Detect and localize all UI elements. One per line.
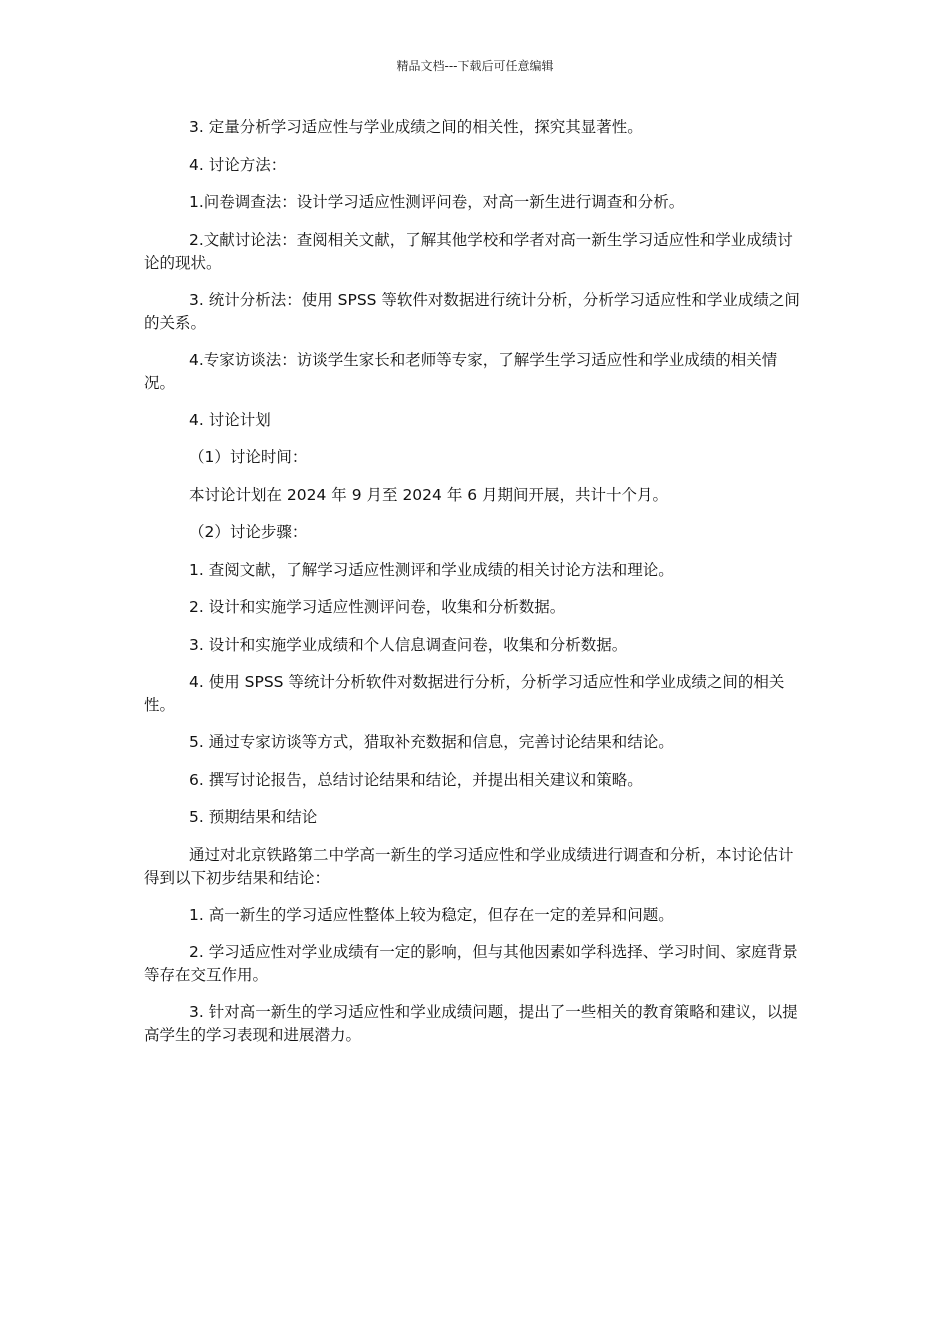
- paragraph: 3. 定量分析学习适应性与学业成绩之间的相关性，探究其显著性。: [189, 118, 643, 136]
- paragraph: 6. 撰写讨论报告，总结讨论结果和结论，并提出相关建议和策略。: [189, 770, 643, 789]
- paragraph: 3. 设计和实施学业成绩和个人信息调查问卷，收集和分析数据。: [189, 635, 628, 654]
- paragraph: 2. 设计和实施学习适应性测评问卷，收集和分析数据。: [189, 598, 566, 616]
- paragraph: 2. 学习适应性对学业成绩有一定的影响，但与其他因素如学科选择、学习时间、家庭背景等存在交互作用。: [144, 943, 798, 984]
- paragraph: 3. 统计分析法：使用 SPSS 等软件对数据进行统计分析，分析学习适应性和学业成绩之间的关系。: [144, 290, 800, 332]
- section-heading: 4. 讨论计划: [189, 410, 271, 429]
- paragraph: 4. 使用 SPSS 等统计分析软件对数据进行分析，分析学习适应性和学业成绩之间的相关性。: [144, 673, 785, 714]
- section-heading: 4. 讨论方法：: [189, 155, 287, 174]
- paragraph: 本讨论计划在 2024 年 9 月至 2024 年 6 月期间开展，共计十个月。: [189, 485, 669, 504]
- paragraph: 1. 查阅文献，了解学习适应性测评和学业成绩的相关讨论方法和理论。: [189, 560, 674, 579]
- paragraph: 通过对北京铁路第二中学高一新生的学习适应性和学业成绩进行调查和分析，本讨论估计得到以下初步结果和结论：: [144, 845, 794, 887]
- section-heading: 5. 预期结果和结论: [189, 808, 318, 826]
- paragraph: 2.文献讨论法：查阅相关文献，了解其他学校和学者对高一新生学习适应性和学业成绩讨论的现状。: [144, 230, 793, 272]
- paragraph: 1. 高一新生的学习适应性整体上较为稳定，但存在一定的差异和问题。: [189, 905, 674, 924]
- paragraph: 1.问卷调查法：设计学习适应性测评问卷，对高一新生进行调查和分析。: [189, 193, 685, 211]
- subsection-heading: （1）讨论时间：: [189, 448, 308, 466]
- document-body: [144, 116, 808, 1061]
- paragraph: 5. 通过专家访谈等方式，猎取补充数据和信息，完善讨论结果和结论。: [189, 733, 674, 751]
- page-header: 精品文档---下载后可任意编辑: [396, 59, 554, 73]
- paragraph: 3. 针对高一新生的学习适应性和学业成绩问题，提出了一些相关的教育策略和建议，以提高学生的学习表现和进展潜力。: [144, 1003, 798, 1044]
- subsection-heading: （2）讨论步骤：: [189, 523, 308, 541]
- paragraph: 4.专家访谈法：访谈学生家长和老师等专家，了解学生学习适应性和学业成绩的相关情况。: [144, 350, 778, 392]
